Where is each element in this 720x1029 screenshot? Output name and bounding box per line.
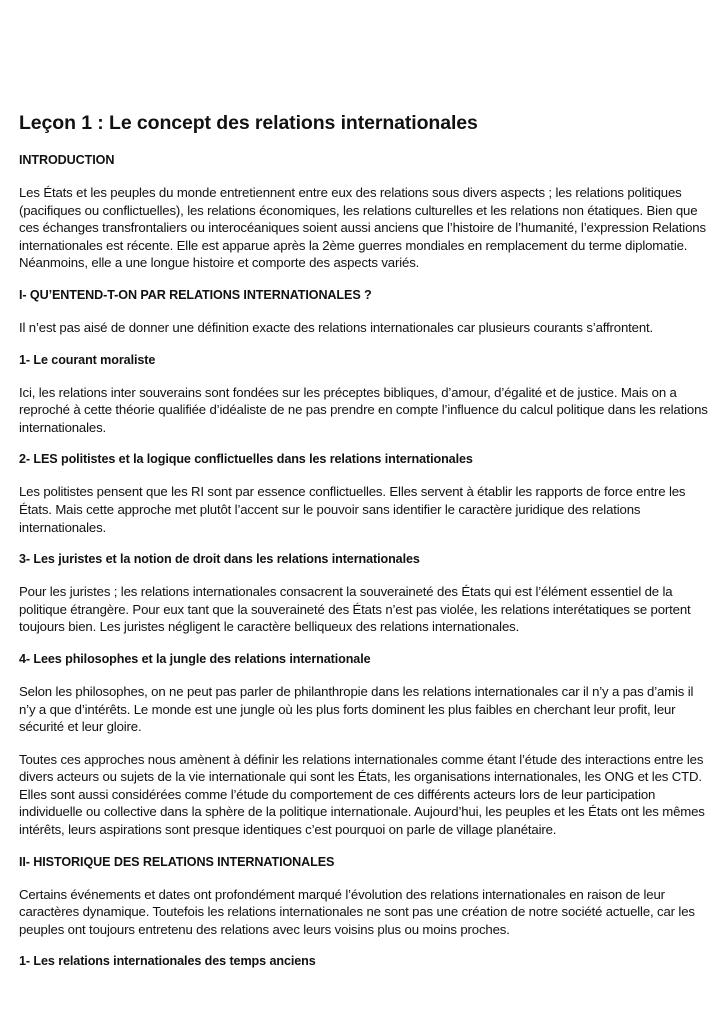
- sub4-paragraph: Selon les philosophes, on ne peut pas parler de philanthropie dans les relations internationales car il n’y a pas d’amis il n’y a que d’intérêts. Le monde est une jungle où les plus forts dominent les plus faibles en cherchant leur profit, leur sécurité et leur gloire.: [19, 683, 694, 735]
- part2-sub1-heading: 1- Les relations internationales des temps anciens: [19, 954, 316, 969]
- sub1-heading: 1- Le courant moraliste: [19, 352, 156, 367]
- sub4-heading: 4- Lees philosophes et la jungle des relations internationale: [19, 651, 371, 666]
- sub2-paragraph: Les politistes pensent que les RI sont par essence conflictuelles. Elles servent à établir les rapports de force entre les États. Mais cette approche met plutôt l’accent sur le pouvoir sans identifier le caractère juridique des relations internationales.: [19, 484, 686, 535]
- part2-paragraph: Certains événements et dates ont profondément marqué l’évolution des relations internationales en raison de leur caractères dynamique. Toutefois les relations internationales ne sont pas une création de notre société actuelle, car les peuples ont toujours entretenu des relations avec leurs voisins plus ou moins proches.: [19, 886, 695, 937]
- part1-heading: I- QU’ENTEND-T-ON PAR RELATIONS INTERNATIONALES ?: [19, 287, 372, 302]
- sub3-heading: 3- Les juristes et la notion de droit dans les relations internationales: [19, 552, 420, 567]
- lesson-title: Leçon 1 : Le concept des relations internationales: [19, 112, 478, 134]
- sub1-paragraph: Ici, les relations inter souverains sont fondées sur les préceptes bibliques, d’amour, d’égalité et de justice. Mais on a reproché à cette théorie qualifiée d’idéaliste de ne pas prendre en compte l’influence du calcul politique dans les relations internationales.: [19, 384, 708, 435]
- part2-heading: II- HISTORIQUE DES RELATIONS INTERNATIONALES: [19, 854, 335, 869]
- part1-paragraph: Il n’est pas aisé de donner une définition exacte des relations internationales car plusieurs courants s’affrontent.: [19, 319, 654, 335]
- document-page: [19, 111, 711, 985]
- introduction-paragraph: Les États et les peuples du monde entretiennent entre eux des relations sous divers aspects ; les relations politiques (pacifiques ou conflictuelles), les relations économiques, les relations culturelles et les relations non étatiques. Bien que ces échanges transfrontaliers ou interocéaniques soient aussi anciens que l’histoire de l’humanité, l’expression Relations internationales est récente. Elle est apparue après la 2ème guerres mondiales en remplacement du terme diplomatie. Néanmoins, elle a une longue histoire et comporte des aspects variés.: [19, 185, 706, 271]
- sub2-heading: 2- LES politistes et la logique conflictuelles dans les relations internationales: [19, 452, 473, 467]
- synthesis-paragraph: Toutes ces approches nous amènent à définir les relations internationales comme étant l’étude des interactions entre les divers acteurs ou sujets de la vie internationale qui sont les États, les organisations internationales, les ONG et les CTD. Elles sont aussi considérées comme l’étude du comportement de ces différents acteurs lors de leur participation individuelle ou collective dans la sphère de la politique internationale. Aujourd’hui, les peuples et les États ont les mêmes intérêts, leurs aspirations sont presque identiques c’est pourquoi on parle de village planétaire.: [19, 751, 705, 838]
- introduction-heading: INTRODUCTION: [19, 153, 115, 167]
- sub3-paragraph: Pour les juristes ; les relations internationales consacrent la souveraineté des États qui est l’élément essentiel de la politique étrangère. Pour eux tant que la souveraineté des États n’est pas violée, les relations interétatiques se portent toujours bien. Les juristes négligent le caractère belliqueux des relations internationales.: [19, 584, 691, 635]
